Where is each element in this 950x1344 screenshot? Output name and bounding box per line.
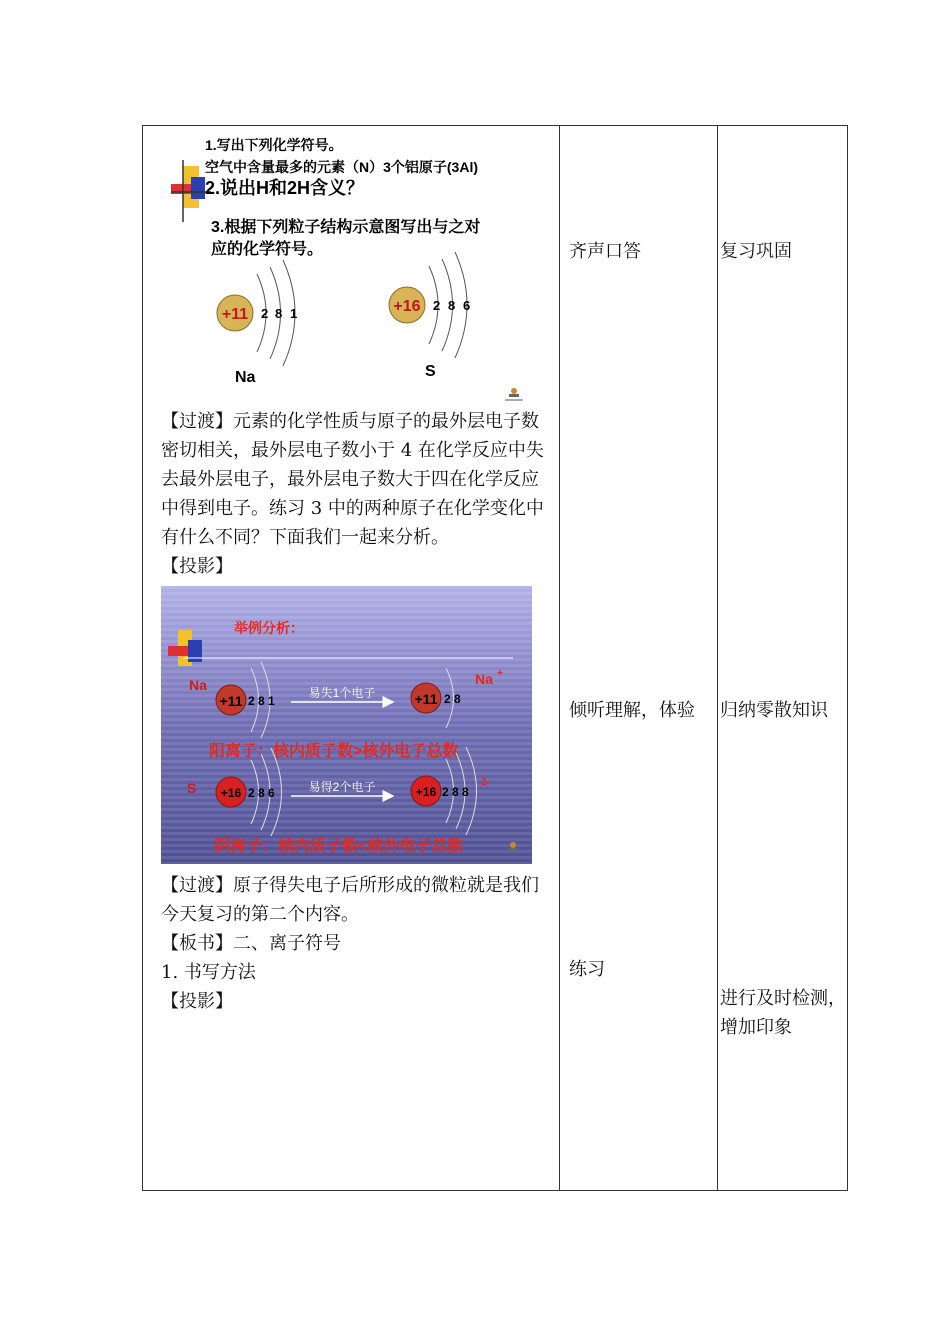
column-divider xyxy=(559,126,560,1190)
na-arrow-text: 易失1个电子 xyxy=(308,686,376,700)
na-shell-3: 1 xyxy=(290,306,298,321)
na-ion-label: Na xyxy=(475,671,493,687)
slide2-na-nucleus: +11 xyxy=(219,693,243,709)
question-2: 2.说出H和2H含义？ xyxy=(205,178,365,198)
slide2-na-shells: 2 8 1 xyxy=(248,694,275,708)
slide2-title: 举例分析： xyxy=(234,620,304,636)
slide2-s-shells: 2 8 6 xyxy=(248,786,275,800)
example-analysis-slide xyxy=(161,586,532,864)
na-nucleus: +11 xyxy=(221,306,249,323)
sulfur-atom-diagram xyxy=(389,252,470,380)
student-activity-1: 齐声口答 xyxy=(569,241,641,262)
sodium-atom-diagram xyxy=(217,260,297,386)
design-intent-3-line2: 增加印象 xyxy=(720,1017,792,1038)
anion-rule: 阴离子：核内质子数<核外电子总数 xyxy=(214,838,464,855)
projection-label-1: 【投影】 xyxy=(161,556,233,577)
student-activity-2: 倾听理解，体验 xyxy=(569,700,695,721)
s-shell-3: 6 xyxy=(463,298,471,313)
na-label: Na xyxy=(235,369,256,386)
slide2-s-nucleus: +16 xyxy=(220,786,242,800)
projection-label-2: 【投影】 xyxy=(161,991,233,1012)
question-1: 1.写出下列化学符号。 xyxy=(205,137,343,153)
s-shell-2: 8 xyxy=(448,298,456,313)
s-arrow-text: 易得2个电子 xyxy=(308,780,376,794)
method-heading: 1. 书写方法 xyxy=(161,962,256,983)
review-slide xyxy=(153,132,533,407)
s-nucleus: +16 xyxy=(393,298,421,315)
transition-paragraph-1: 【过渡】元素的化学性质与原子的最外层电子数密切相关，最外层电子数小于 4 在化学反应中失去最外层电子，最外层电子数大于四在化学反应中得到电子。练习 3 中的两种原子在化学变化中有什么不同？下面我们一起来分析。 【投影】 xyxy=(161,407,553,581)
na-shell-2: 8 xyxy=(275,306,283,321)
transition-paragraph-2: 【过渡】原子得失电子后所形成的微粒就是我们今天复习的第二个内容。 【板书】二、离子符号 1. 书写方法 【投影】 xyxy=(161,871,553,1016)
s-atom-label: S xyxy=(187,780,197,796)
slide2-s-ion-shells: 2 8 8 xyxy=(442,785,469,799)
s-ion-charge: 2- xyxy=(481,777,490,788)
student-activity-3: 练习 xyxy=(569,959,605,980)
question-3-line2: 应的化学符号。 xyxy=(211,241,324,258)
design-intent-1: 复习巩固 xyxy=(720,241,792,262)
na-atom-label: Na xyxy=(189,677,207,693)
design-intent-3-line1: 进行及时检测， xyxy=(720,988,846,1009)
slide2-na-ion-shells: 2 8 xyxy=(444,692,461,706)
na-ion-charge: + xyxy=(497,668,503,679)
lesson-table xyxy=(142,125,848,1191)
cation-rule: 阳离子：核内质子数>核外电子总数 xyxy=(209,743,459,760)
s-shell-1: 2 xyxy=(433,298,441,313)
board-label: 【板书】二、离子符号 xyxy=(161,933,341,954)
slide2-s-ion-nucleus: +16 xyxy=(415,785,437,799)
slide2-na-ion-nucleus: +11 xyxy=(414,691,438,707)
question-3-line1: 3.根据下列粒子结构示意图写出与之对 xyxy=(211,219,481,236)
column-divider xyxy=(717,126,718,1190)
na-shell-1: 2 xyxy=(261,306,269,321)
question-1-detail: 空气中含量最多的元素（N）3个铝原子(3Al) xyxy=(205,159,479,175)
s-label: S xyxy=(425,363,436,380)
design-intent-2: 归纳零散知识 xyxy=(720,700,828,721)
presenter-icon xyxy=(505,388,523,400)
